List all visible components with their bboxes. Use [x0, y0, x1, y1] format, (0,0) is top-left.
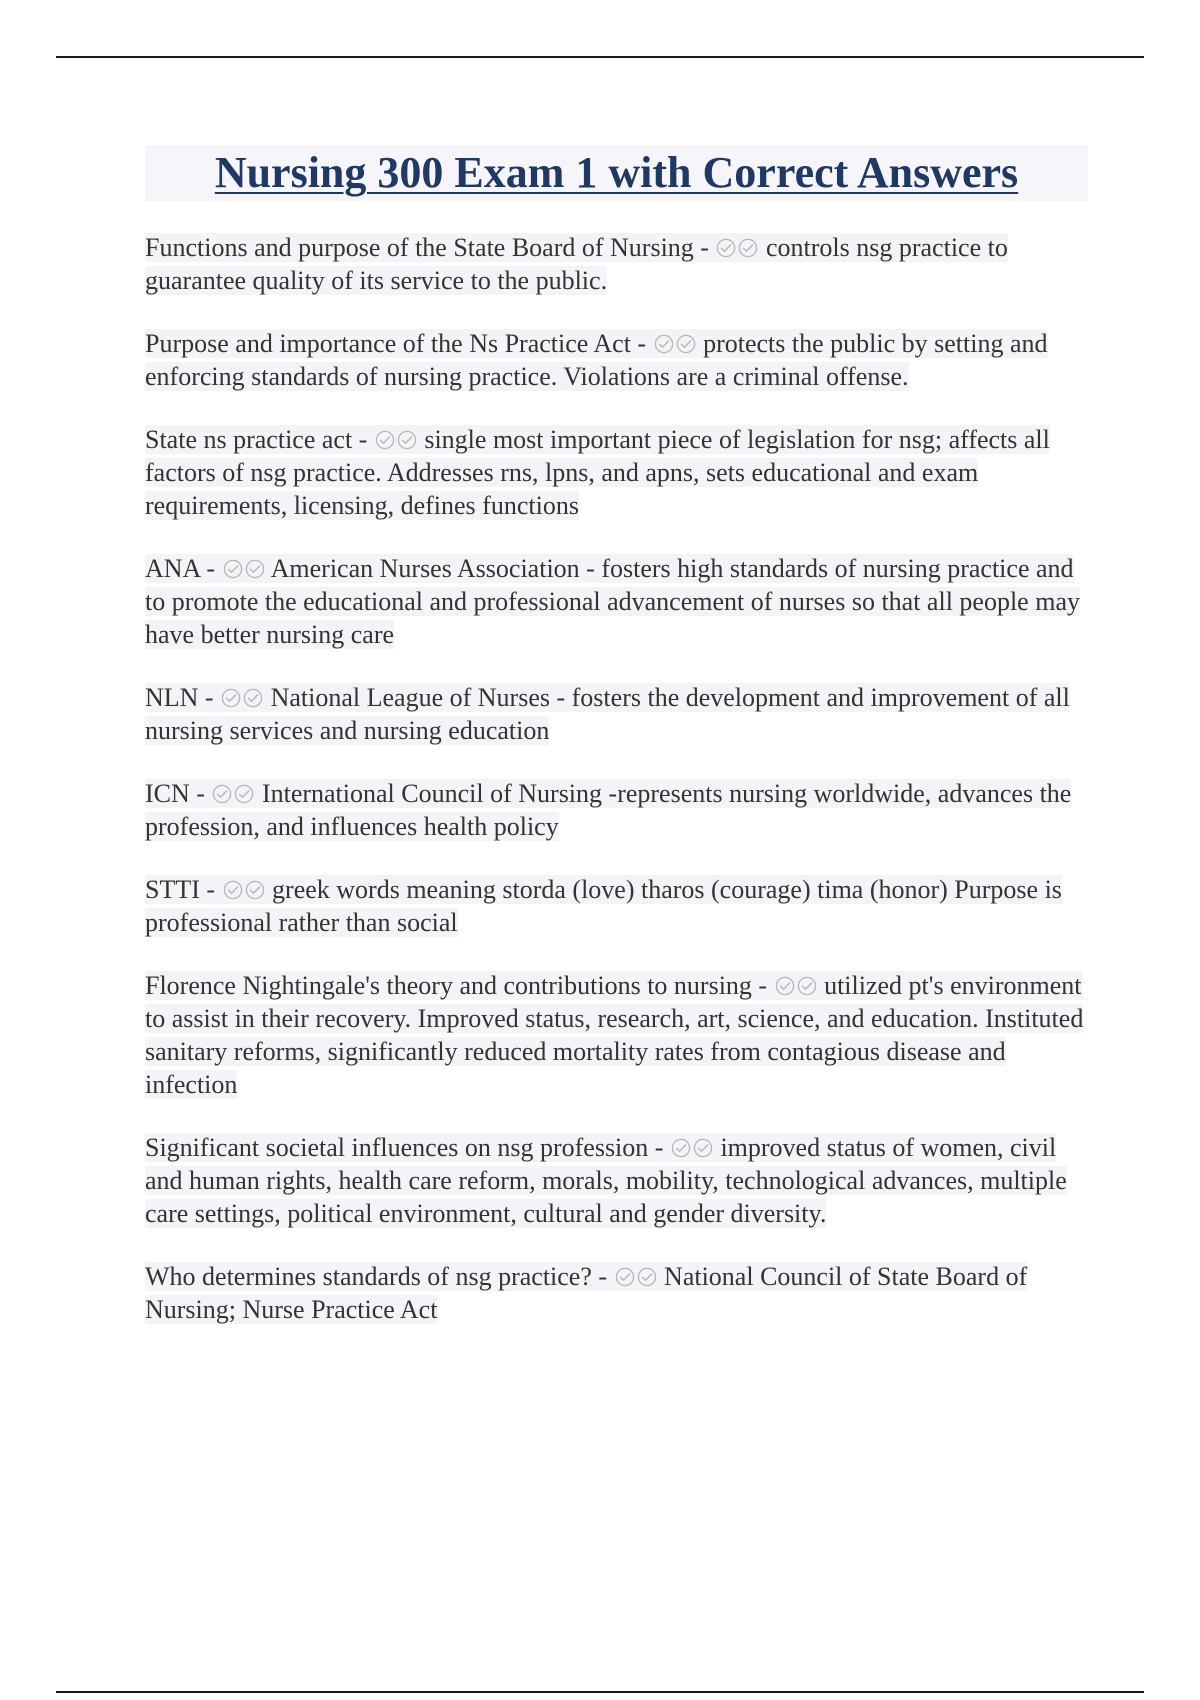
check-icon	[671, 1138, 691, 1158]
qa-item	[145, 873, 1090, 939]
qa-answer: greek words meaning storda (love) tharos (courage) tima (honor) Purpose is professional rather than social	[145, 875, 1062, 937]
check-icon	[693, 1138, 713, 1158]
qa-term: STTI -	[145, 875, 222, 904]
check-icon	[676, 334, 696, 354]
qa-term: Functions and purpose of the State Board of Nursing -	[145, 233, 716, 262]
qa-item	[145, 1260, 1090, 1326]
qa-item	[145, 423, 1090, 522]
check-icon	[245, 880, 265, 900]
document-title: Nursing 300 Exam 1 with Correct Answers	[214, 148, 1019, 197]
qa-item	[145, 552, 1090, 651]
check-icon	[223, 559, 243, 579]
qa-answer: National Council of State Board of Nursing; Nurse Practice Act	[145, 1262, 1028, 1324]
qa-answer: International Council of Nursing -represents nursing worldwide, advances the profession, and influences health policy	[145, 779, 1072, 841]
qa-term: Significant societal influences on nsg profession -	[145, 1133, 670, 1162]
qa-term: Florence Nightingale's theory and contributions to nursing -	[145, 971, 774, 1000]
check-icon	[243, 688, 263, 708]
qa-term: Purpose and importance of the Ns Practice Act -	[145, 329, 653, 358]
qa-answer: improved status of women, civil and human rights, health care reform, morals, mobility, technological advances, multiple care settings, political environment, cultural and gender diversity.	[145, 1133, 1067, 1228]
qa-term: ANA -	[145, 554, 222, 583]
qa-answer: controls nsg practice to guarantee quality of its service to the public.	[145, 233, 1008, 295]
check-icon	[245, 559, 265, 579]
check-icon	[223, 880, 243, 900]
title-banner	[145, 145, 1088, 201]
check-icon	[738, 238, 758, 258]
check-icon	[637, 1267, 657, 1287]
qa-term: State ns practice act -	[145, 425, 374, 454]
qa-term: NLN -	[145, 683, 221, 712]
check-icon	[212, 784, 232, 804]
header-rule	[56, 56, 1144, 58]
qa-list	[145, 231, 1090, 1356]
check-icon	[775, 976, 795, 996]
qa-term: ICN -	[145, 779, 212, 808]
qa-answer: utilized pt's environment to assist in their recovery. Improved status, research, art, science, and education. Instituted sanitary reforms, significantly reduced mortality rates from contagious disease and infection	[145, 971, 1084, 1099]
qa-item	[145, 969, 1090, 1101]
check-icon	[375, 430, 395, 450]
qa-item	[145, 231, 1090, 297]
qa-item	[145, 327, 1090, 393]
qa-item	[145, 777, 1090, 843]
qa-answer: single most important piece of legislation for nsg; affects all factors of nsg practice. Addresses rns, lpns, and apns, sets educational and exam requirements, licensing, defines functions	[145, 425, 1050, 520]
check-icon	[797, 976, 817, 996]
qa-answer: American Nurses Association - fosters high standards of nursing practice and to promote the educational and professional advancement of nurses so that all people may have better nursing care	[145, 554, 1080, 649]
qa-item	[145, 1131, 1090, 1230]
check-icon	[234, 784, 254, 804]
qa-item	[145, 681, 1090, 747]
check-icon	[654, 334, 674, 354]
check-icon	[397, 430, 417, 450]
check-icon	[221, 688, 241, 708]
check-icon	[716, 238, 736, 258]
qa-term: Who determines standards of nsg practice? -	[145, 1262, 614, 1291]
qa-answer: National League of Nurses - fosters the development and improvement of all nursing services and nursing education	[145, 683, 1070, 745]
footer-rule	[56, 1691, 1144, 1693]
qa-answer: protects the public by setting and enforcing standards of nursing practice. Violations are a criminal offense.	[145, 329, 1048, 391]
check-icon	[615, 1267, 635, 1287]
